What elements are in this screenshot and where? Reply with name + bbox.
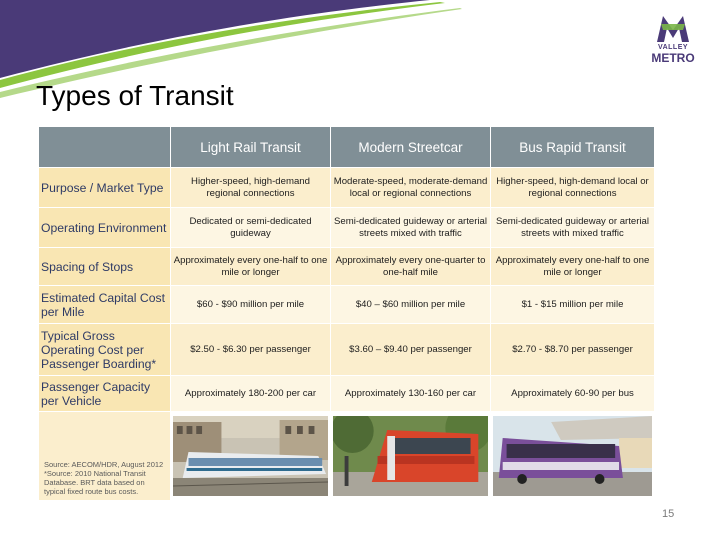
table-cell: Semi-dedicated guideway or arterial streets with mixed traffic xyxy=(491,208,655,248)
row-label: Operating Environment xyxy=(39,208,171,248)
page-number: 15 xyxy=(662,508,675,520)
table-row xyxy=(39,376,655,412)
table-row xyxy=(39,208,655,248)
brt-photo xyxy=(491,412,655,501)
table-cell: Approximately 60-90 per bus xyxy=(491,376,655,412)
modern-streetcar-image xyxy=(333,416,488,496)
row-label: Passenger Capacity per Vehicle xyxy=(39,376,171,412)
table-cell: Higher-speed, high-demand local or regional connections xyxy=(491,168,655,208)
table-cell: Semi-dedicated guideway or arterial streets mixed with traffic xyxy=(331,208,491,248)
table-cell: Approximately every one-half to one mile or longer xyxy=(171,248,331,286)
bus-rapid-transit-image xyxy=(493,416,652,496)
light-rail-photo xyxy=(171,412,331,501)
table-cell: Approximately 130-160 per car xyxy=(331,376,491,412)
table-header-row xyxy=(39,127,655,168)
source-note: Source: AECOM/HDR, August 2012 *Source: 2010 National Transit Database. BRT data based on typical fixed route bus costs. xyxy=(39,412,171,501)
table-row xyxy=(39,248,655,286)
row-label: Estimated Capital Cost per Mile xyxy=(39,286,171,324)
row-label: Spacing of Stops xyxy=(39,248,171,286)
valley-metro-logo xyxy=(640,14,706,70)
table-row xyxy=(39,286,655,324)
slide-title: Types of Transit xyxy=(36,80,234,111)
streetcar-photo xyxy=(331,412,491,501)
table-cell: $40 – $60 million per mile xyxy=(331,286,491,324)
table-cell: $1 - $15 million per mile xyxy=(491,286,655,324)
table-row xyxy=(39,168,655,208)
table-cell: Approximately every one-quarter to one-half mile xyxy=(331,248,491,286)
light-rail-train-image xyxy=(173,416,328,496)
table-cell: Higher-speed, high-demand regional connections xyxy=(171,168,331,208)
logo-line1: VALLEY xyxy=(657,44,689,51)
logo-line2: METRO xyxy=(651,51,695,65)
table-cell: $2.50 - $6.30 per passenger xyxy=(171,324,331,376)
transit-comparison-table xyxy=(38,126,655,501)
metro-m-icon xyxy=(655,14,691,44)
table-cell: Dedicated or semi-dedicated guideway xyxy=(171,208,331,248)
table-row xyxy=(39,324,655,376)
column-header-light-rail: Light Rail Transit xyxy=(171,127,331,168)
row-label: Purpose / Market Type xyxy=(39,168,171,208)
table-cell: $2.70 - $8.70 per passenger xyxy=(491,324,655,376)
table-cell: Approximately 180-200 per car xyxy=(171,376,331,412)
header-corner xyxy=(39,127,171,168)
column-header-streetcar: Modern Streetcar xyxy=(331,127,491,168)
photo-row xyxy=(39,412,655,501)
table-cell: Moderate-speed, moderate-demand local or regional connections xyxy=(331,168,491,208)
table-cell: $3.60 – $9.40 per passenger xyxy=(331,324,491,376)
table-cell: Approximately every one-half to one mile or longer xyxy=(491,248,655,286)
row-label: Typical Gross Operating Cost per Passenger Boarding* xyxy=(39,324,171,376)
column-header-brt: Bus Rapid Transit xyxy=(491,127,655,168)
table-cell: $60 - $90 million per mile xyxy=(171,286,331,324)
